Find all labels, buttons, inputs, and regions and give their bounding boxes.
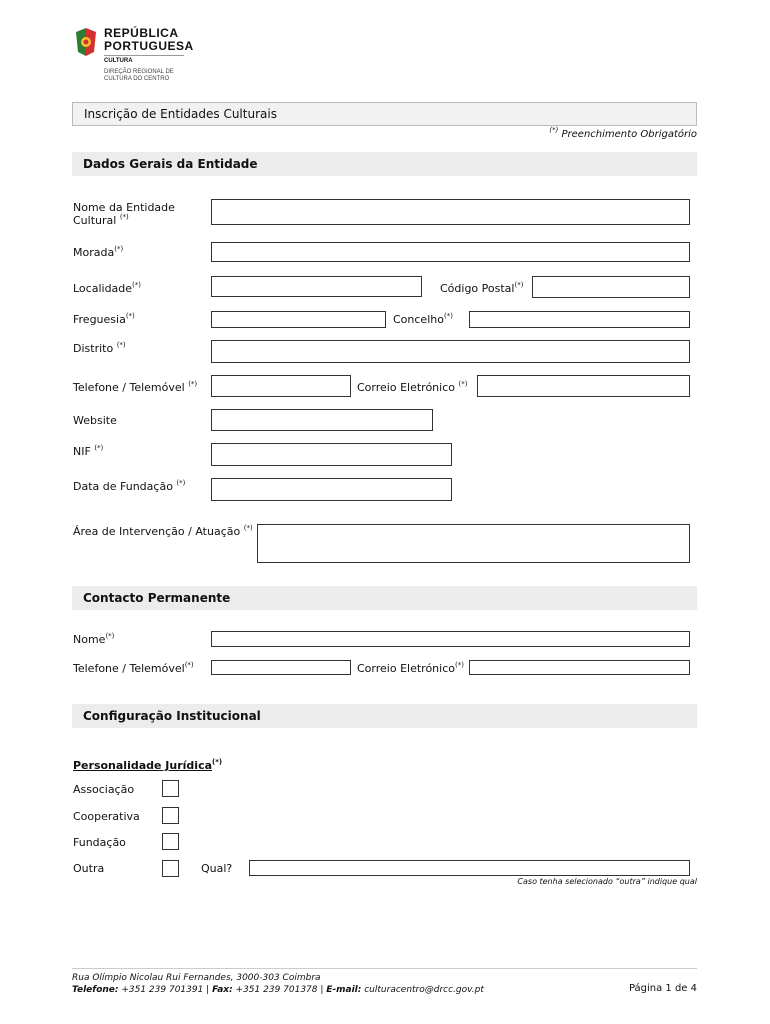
form-title-bar: [72, 102, 697, 126]
contacto-nome-field[interactable]: [211, 631, 690, 647]
option-label: Associação: [73, 783, 135, 796]
label-telefone: Telefone / Telemóvel (*): [73, 380, 198, 394]
label-localidade: Localidade(*): [73, 281, 142, 295]
section-title: Dados Gerais da Entidade: [83, 157, 258, 171]
label-nif: NIF (*): [73, 444, 104, 458]
contacto-correio-field[interactable]: [469, 660, 690, 675]
nome-entidade-field[interactable]: [211, 199, 690, 225]
logo-line-2: PORTUGUESA: [104, 39, 194, 53]
label-contacto-telefone: Telefone / Telemóvel(*): [73, 661, 194, 675]
section-title: Configuração Institucional: [83, 709, 261, 723]
label-data-fundacao: Data de Fundação (*): [73, 479, 186, 493]
freguesia-field[interactable]: [211, 311, 386, 328]
distrito-field[interactable]: [211, 340, 690, 363]
label-morada: Morada(*): [73, 245, 124, 259]
label-contacto-correio: Correio Eletrónico(*): [357, 661, 464, 675]
section-contacto-permanente: [72, 586, 697, 610]
footer-address: Rua Olímpio Nicolau Rui Fernandes, 3000-303 Coimbra: [72, 973, 321, 983]
checkbox-cooperativa[interactable]: [162, 807, 179, 824]
republica-emblem-icon: [74, 28, 98, 58]
label-personalidade-juridica: Personalidade Jurídica(*): [73, 758, 223, 772]
codigo-postal-field[interactable]: [532, 276, 690, 298]
label-freguesia: Freguesia(*): [73, 312, 135, 326]
logo-line-3: CULTURA: [104, 58, 133, 64]
logo-line-4: DIREÇÃO REGIONAL DE: [104, 69, 174, 75]
required-note: [549, 126, 697, 140]
label-qual: Qual?: [201, 862, 233, 875]
label-website: Website: [73, 414, 117, 427]
label-codigo-postal: Código Postal(*): [440, 281, 524, 295]
section-configuracao: [72, 704, 697, 728]
required-mark: (*): [549, 126, 559, 134]
label-area-intervencao: Área de Intervenção / Atuação (*): [73, 524, 253, 538]
form-title: Inscrição de Entidades Culturais: [84, 107, 277, 121]
required-note-text: Preenchimento Obrigatório: [561, 129, 697, 140]
logo-line-5: CULTURA DO CENTRO: [104, 76, 170, 82]
telefone-field[interactable]: [211, 375, 351, 397]
option-label: Outra: [73, 862, 105, 875]
logo: [74, 26, 194, 84]
qual-field[interactable]: [249, 860, 690, 876]
qual-hint: Caso tenha selecionado “outra” indique qual: [517, 877, 697, 886]
nif-field[interactable]: [211, 443, 452, 466]
label-correio: Correio Eletrónico (*): [357, 380, 468, 394]
localidade-field[interactable]: [211, 276, 422, 297]
data-fundacao-field[interactable]: [211, 478, 452, 501]
footer-contacts: Telefone: +351 239 701391 | Fax: +351 239 701378 | E-mail: culturacentro@drcc.gov.pt: [72, 985, 484, 995]
label-concelho: Concelho(*): [393, 312, 453, 326]
checkbox-associacao[interactable]: [162, 780, 179, 797]
footer-divider: [72, 968, 697, 969]
morada-field[interactable]: [211, 242, 690, 262]
website-field[interactable]: [211, 409, 433, 431]
option-label: Fundação: [73, 836, 126, 849]
checkbox-outra[interactable]: [162, 860, 179, 877]
page-number: Página 1 de 4: [628, 983, 697, 994]
checkbox-fundacao[interactable]: [162, 833, 179, 850]
section-dados-gerais: [72, 152, 697, 176]
area-intervencao-field[interactable]: [257, 524, 690, 563]
label-distrito: Distrito (*): [73, 341, 126, 355]
section-title: Contacto Permanente: [83, 591, 231, 605]
logo-divider: [104, 55, 184, 56]
label-nome-entidade: Nome da Entidade Cultural (*): [73, 201, 175, 227]
label-contacto-nome: Nome(*): [73, 632, 115, 646]
contacto-telefone-field[interactable]: [211, 660, 351, 675]
option-label: Cooperativa: [73, 810, 140, 823]
concelho-field[interactable]: [469, 311, 690, 328]
logo-line-1: REPÚBLICA: [104, 26, 179, 40]
correio-field[interactable]: [477, 375, 690, 397]
